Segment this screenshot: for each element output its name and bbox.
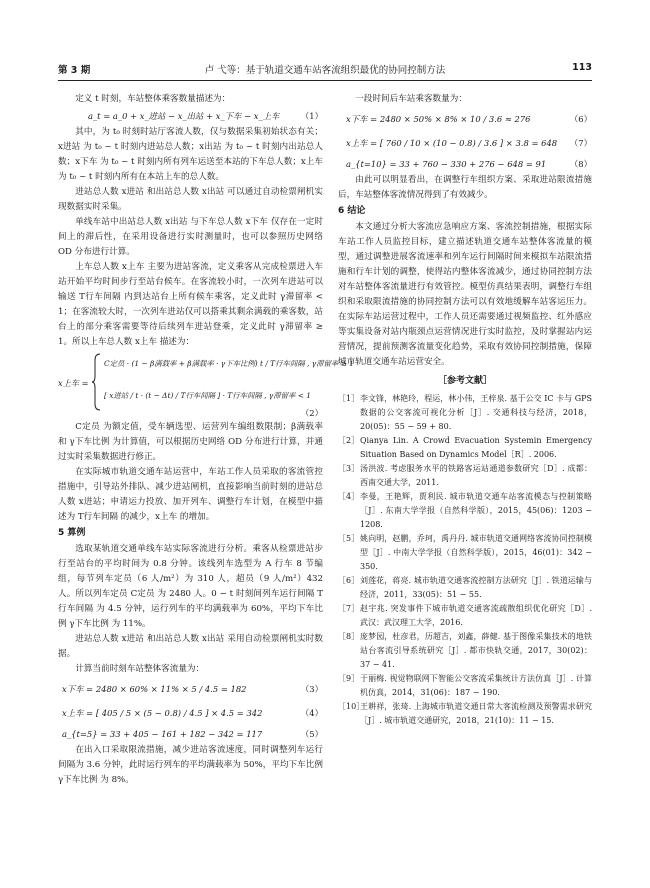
reference-tag: ［6］ — [338, 576, 360, 585]
issue-number: 第 3 期 — [58, 65, 91, 76]
reference-text: 赵宇兆. 突发事件下城市轨道交通客流疏散组织优化研究［D］. 武汉：武汉理工大学，2016. — [360, 604, 592, 627]
paragraph: 进站总人数 x进站 和出站总人数 x出站 可以通过自动检票闸机实现数据实时采集。 — [58, 187, 323, 212]
running-title: 卢 弋等：基于轨道交通车站客流组织最优的协同控制方法 — [204, 65, 446, 76]
equation-7 — [338, 131, 592, 155]
reference-tag: ［1］ — [338, 394, 360, 403]
equation-number: （7） — [569, 138, 592, 148]
paragraph: 进站总人数 x进站 和出站总人数 x出站 采用自动检票闸机实时数据。 — [58, 634, 323, 659]
page-number: 113 — [572, 62, 592, 73]
paragraph: 一段时间后车站乘客数量为： — [355, 94, 467, 104]
reference-item — [338, 490, 592, 532]
equation-case-bottom: [ x进站 / t · (t − Δt) / T行车间隔 ] · T行车间隔 , γ滞留率 < 1 — [104, 391, 312, 400]
paragraph: C定员 为额定值，受车辆选型、运营列车编组数限制；β满载率 和 γ下车比例 为计算值，可以根据历史网络 OD 分布进行计算，并通过实时采集数据进行修正。 — [58, 422, 323, 462]
paragraph: 选取某轨道交通单线车站实际客流进行分析。乘客从检票进站步行至站台的平均时间为 0.8 分钟。该线列车选型为 A 行车 8 节编组，每节列车定员（6 人/m²）为 310 人，超员（9 人/m²）432 人。所以列车定员 C定员 为 2480 人。0 − t 时刻间列车运行间隔 T行车间隔 为 4.5 分钟，运行列车的平均满载率为 60%，平均下车比例 γ下车比例 为 11%。 — [58, 544, 323, 629]
equation-1 — [58, 107, 323, 125]
equation-2 — [58, 350, 354, 420]
reference-text: 汤洪波. 考虑服务水平的铁路客运站通道参数研究［D］. 成都：西南交通大学，2011. — [360, 464, 592, 487]
reference-item — [338, 574, 592, 602]
paragraph: 在出入口采取限流措施，减少进站客流速度，同时调整列车运行间隔为 3.6 分钟，此时运行列车的平均满载率为 50%，平均下车比例 γ下车比例 为 8%。 — [58, 745, 323, 785]
right-column — [338, 92, 592, 728]
reference-item — [338, 532, 592, 574]
reference-text: 刘莲花，蒋亮. 城市轨道交通客流控制方法研究［J］. 铁道运输与经济，2011，33(05)：51 − 55. — [360, 576, 592, 599]
equation-number: （2） — [300, 408, 323, 418]
reference-text: 姚向明，赵鹏，乔珂，禹丹丹. 城市轨道交通网络客流协同控制模型［J］. 中南大学学报（自然科学版），2015，46(01)：342 − 350. — [360, 534, 592, 571]
equation-body: x下车 = 2480 × 50% × 8% × 10 / 3.6 ≈ 276 — [346, 114, 531, 124]
reference-item — [338, 462, 592, 490]
equation-body: x上车 = [ 405 / 5 × (5 − 0.8) / 4.5 ] × 4.5 = 342 — [62, 708, 263, 718]
reference-tag: ［2］ — [338, 436, 360, 445]
equation-number: （8） — [569, 159, 592, 169]
reference-item — [338, 630, 592, 672]
reference-item — [338, 434, 592, 462]
equation-number: （4） — [300, 708, 323, 718]
section-heading: 6 结论 — [338, 206, 366, 216]
equation-number: （5） — [300, 729, 323, 739]
reference-tag: ［8］ — [338, 632, 360, 641]
running-header — [58, 60, 592, 78]
equation-4 — [58, 701, 323, 725]
equation-body: x下车 = 2480 × 60% × 11% × 5 / 4.5 = 182 — [62, 684, 247, 694]
equation-8 — [338, 155, 592, 173]
reference-text: 庞梦园，杜彦君，历超吉，刘鑫，薛健. 基于图像采集技术的地铁站台客流引导系统研究［J］. 都市快轨交通，2017，30(02)：37 − 41. — [360, 632, 592, 669]
reference-text: 于丽梅. 视觉物联网下智能公交客流采集统计方法仿真［J］. 计算机仿真，2014，31(06)：187 − 190. — [360, 674, 592, 697]
equation-body: a_{t=10} = 33 + 760 − 330 + 276 − 648 = 91 — [346, 159, 547, 169]
reference-item — [338, 602, 592, 630]
paragraph: 单线车站中出站总人数 x出站 与下车总人数 x下车 仅存在一定时间上的滞后性，在采用设备进行实时测量时，也可以参照历史网络 OD 分布进行计算。 — [58, 217, 323, 257]
paragraph: 本文通过分析大客流应急响应方案、客流控制措施，根据实际车站工作人员监控目标，建立描述轨道交通车站整体客流量的模型，通过调整进展客流速率和列车运行间隔时间来模拟车站限流措施和行车计划的调整，使得站内整体客流减少，通过协同控制方法对车站整体客流量进行有效管控。模型仿真结果表明，调整行车组织和采取限流措施的协同控制方法可以有效地缓解车站客运压力。在实际车站运营过程中，工作人员还需要通过视频监控、红外感应等实集设备对站内瓶颈点运营情况进行实时监控，及时掌握站内运营情况，提前预测客流量变化趋势，采取有效协同控制措施，保障城市轨道交通车站运营安全。 — [338, 222, 592, 367]
paragraph: 由此可以明显看出，在调整行车组织方案、采取进站限流措施后，车站整体客流情况得到了有效减少。 — [338, 175, 592, 200]
section-heading: 5 算例 — [58, 528, 86, 538]
reference-item — [338, 392, 592, 434]
header-rule — [58, 80, 592, 81]
references-title: ［参考文献］ — [437, 376, 492, 386]
reference-text: 李曼，王艳辉，贾利民. 城市轨道交通车站客流模态与控制策略［J］. 东南大学学报（自然科学版），2015，45(06)：1203 − 1208. — [360, 492, 592, 529]
paragraph: 其中，为 t₀ 时刻时站厅客流人数，仅与数据采集初始状态有关；x进站 为 t₀ ~ t 时刻内进站总人数；x出站 为 t₀ ~ t 时刻内出站总人数；x下车 为 t₀ ~ t 时刻内所有列车运送至本站的下车总人数；x上车 为 t₀ ~ t 时刻内所有在本站上车的总人数。 — [58, 127, 323, 182]
equation-body: x上车 = [ 760 / 10 × (10 − 0.8) / 3.6 ] × 3.8 = 648 — [346, 138, 558, 148]
reference-item — [338, 672, 592, 700]
reference-list — [338, 392, 592, 728]
paragraph: 定义 t 时刻，车站整体乘客数量描述为： — [75, 94, 231, 104]
reference-text: 李文锋，林艳玲，程运，林小伟，王梓泉. 基于公交 IC 卡与 GPS 数据的公交客流可视化分析［J］. 交通科技与经济，2018，20(05)：55 − 59 + 80. — [360, 394, 592, 431]
equation-number: （1） — [300, 111, 323, 121]
reference-text: 王耕祥，张琦. 上海城市轨道交通日常大客流检测及预警需求研究［J］. 城市轨道交通研究，2018，21(10)：11 − 15. — [360, 702, 592, 725]
brace-icon — [92, 352, 102, 412]
reference-item — [338, 700, 592, 728]
reference-tag: ［9］ — [338, 674, 360, 683]
reference-tag: ［3］ — [338, 464, 360, 473]
reference-text: Qianya Lin. A Crowd Evacuation Systemin Emergency Situation Based on Dynamics Model［R］. 2006. — [360, 436, 592, 459]
equation-lhs: x上车 = — [58, 378, 89, 388]
equation-6 — [338, 107, 592, 131]
reference-tag: ［5］ — [338, 534, 360, 543]
equation-number: （3） — [300, 684, 323, 694]
equation-case-top: C定员 · (1 − β满载率 + β满载率 · γ下车比例) t / T行车间隔 , γ滞留率 ≥ 1 — [104, 359, 354, 368]
equation-3 — [58, 677, 323, 701]
reference-tag: ［4］ — [338, 492, 360, 501]
equation-number: （6） — [569, 114, 592, 124]
paragraph: 计算当前时刻车站整体客流量为： — [75, 664, 205, 674]
equation-body: a_{t=5} = 33 + 405 − 161 + 182 − 342 = 117 — [62, 729, 263, 739]
reference-tag: ［7］ — [338, 604, 360, 613]
equation-5 — [58, 725, 323, 743]
equation-body: a_t = a_0 + x_进站 − x_出站 + x_下车 − x_上车 — [88, 111, 280, 121]
paragraph: 在实际城市轨道交通车站运营中，车站工作人员采取的客流管控措施中，引导站外排队、减少进站闸机，直接影响当前时刻的进站总人数 x进站；申请运力投放、加开列车、调整行车计划，在模型中描述为 T行车间隔 的减少，x上车 的增加。 — [58, 467, 323, 522]
reference-tag: ［10］ — [338, 702, 365, 711]
paragraph: 上车总人数 x上车 主要为进站客流，定义乘客从完成检票进入车站开始平均时间步行至站台候车。在客流较小时，一次列车进站可以输送 T行车间隔 内到达站台上所有候车乘客，定义此时 γ滞留率 < 1；在客流较大时，一次列车进站仅可以搭乘其剩余满载的乘客数，站台上的部分乘客需要等待后续列车进站登乘，定义此时 γ滞留率 ≥ 1。所以上车总人数 x上车 描述为： — [58, 262, 323, 347]
